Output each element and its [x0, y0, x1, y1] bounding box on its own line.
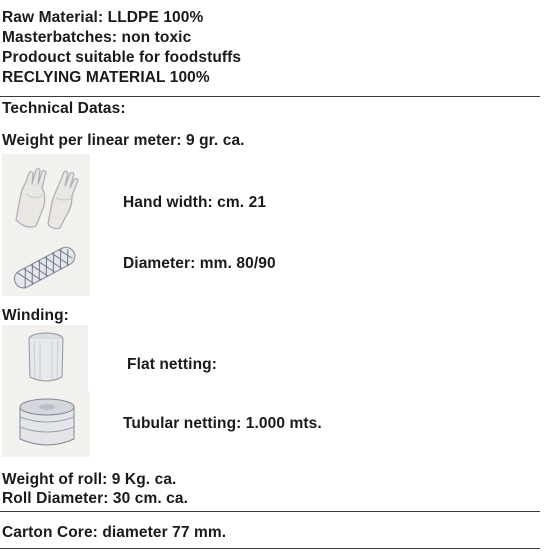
diameter-text: Diameter: mm. 80/90	[123, 255, 276, 272]
flat-roll-icon	[2, 325, 88, 391]
foodstuffs-text: Prodouct suitable for foodstuffs	[2, 49, 242, 66]
divider-mid	[0, 511, 540, 512]
raw-material-text: Raw Material: LLDPE 100%	[2, 9, 204, 26]
tubular-roll-icon	[2, 391, 90, 457]
weight-per-meter-text: Weight per linear meter: 9 gr. ca.	[2, 132, 245, 149]
netting-tube-icon	[2, 238, 90, 296]
masterbatches-text: Masterbatches: non toxic	[2, 29, 192, 46]
roll-diameter-text: Roll Diameter: 30 cm. ca.	[2, 490, 188, 507]
divider-bottom	[0, 548, 540, 549]
roll-weight-text: Weight of roll: 9 Kg. ca.	[2, 471, 177, 488]
recycling-text: RECLYING MATERIAL 100%	[2, 69, 210, 86]
winding-heading: Winding:	[2, 307, 69, 324]
tubular-netting-text: Tubular netting: 1.000 mts.	[123, 415, 322, 432]
divider-top	[0, 96, 540, 97]
hands-measure-icon	[2, 154, 90, 238]
technical-heading: Technical Datas:	[2, 100, 126, 117]
carton-core-text: Carton Core: diameter 77 mm.	[2, 524, 227, 541]
hand-width-text: Hand width: cm. 21	[123, 194, 267, 211]
flat-netting-text: Flat netting:	[127, 356, 217, 373]
